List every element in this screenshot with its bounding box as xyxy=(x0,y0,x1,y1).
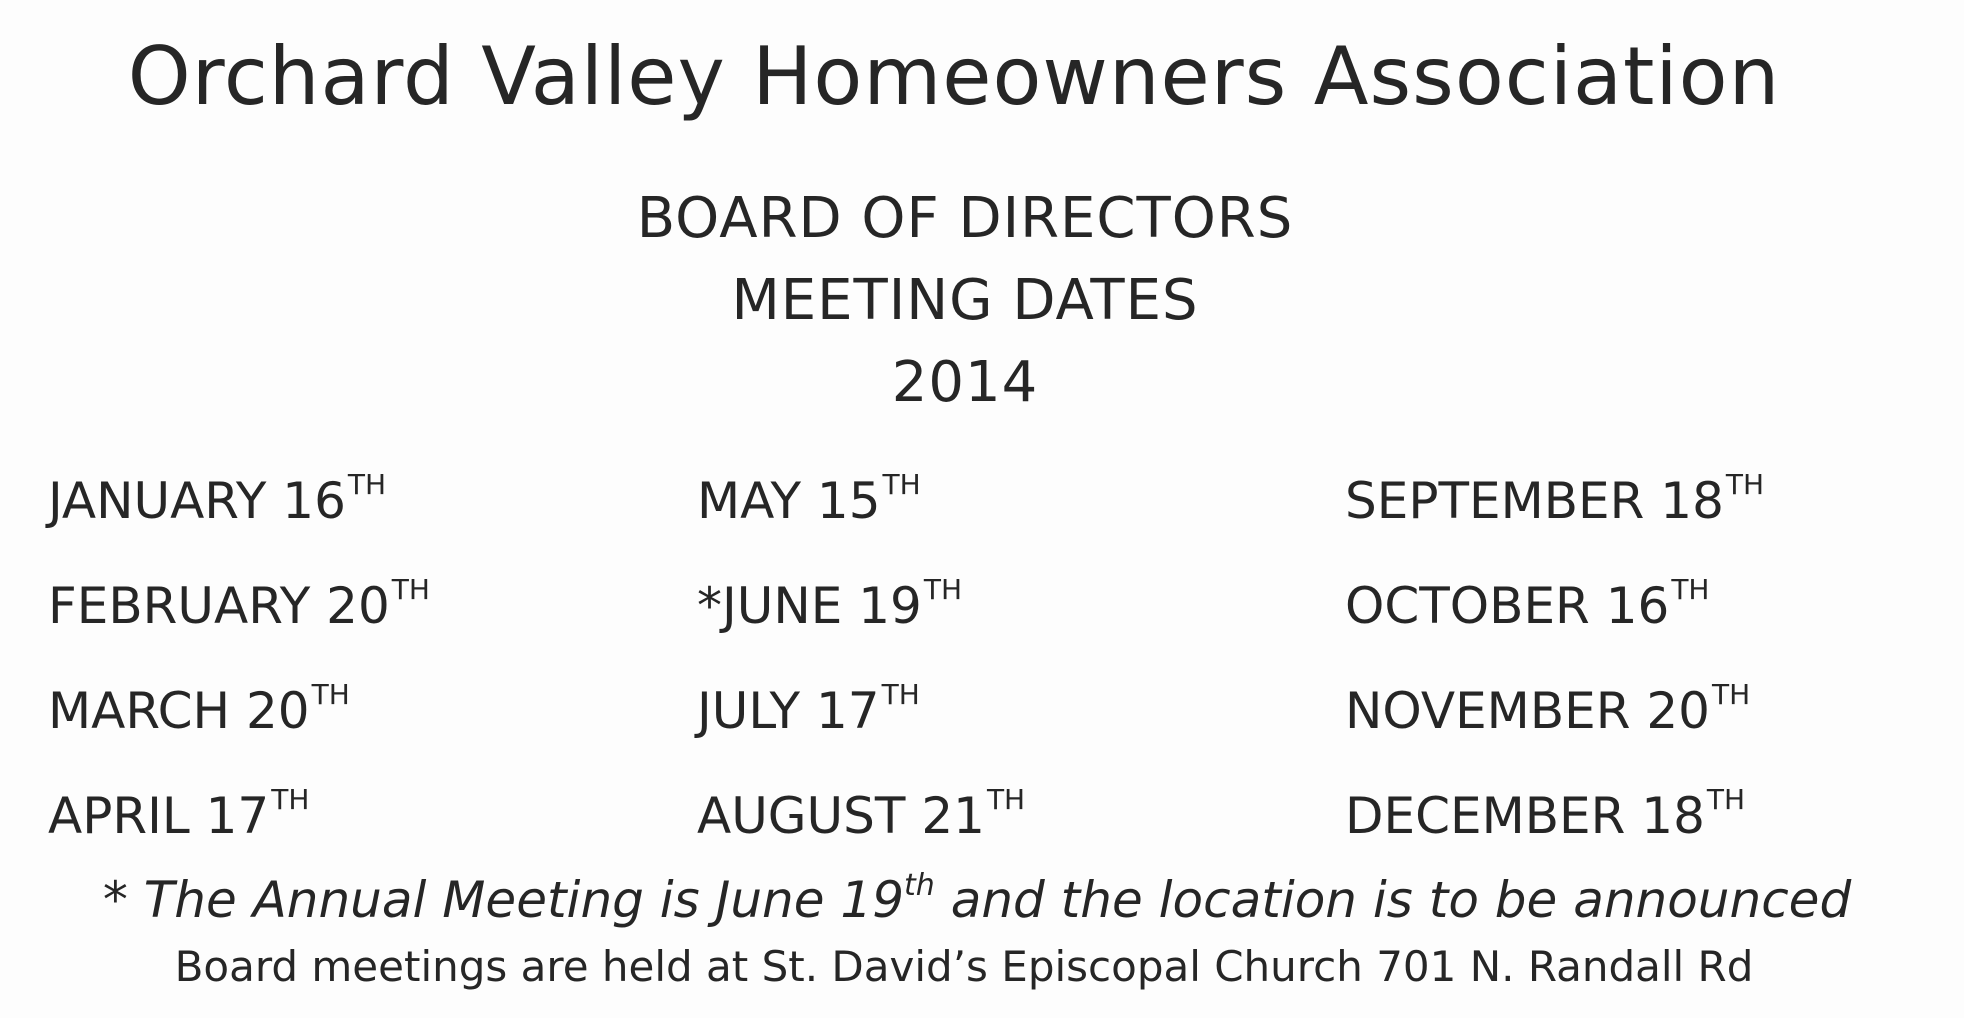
meeting-date-text: AUGUST 21 xyxy=(697,787,985,845)
meeting-date-suffix: TH xyxy=(1725,468,1765,501)
meeting-date xyxy=(48,765,430,870)
subtitle-board-of-directors: BOARD OF DIRECTORS xyxy=(636,186,1294,251)
meeting-date-text: DECEMBER 18 xyxy=(1345,787,1705,845)
meeting-dates-grid xyxy=(0,450,1964,850)
meeting-date xyxy=(48,660,430,765)
annual-meeting-note-suffix: th xyxy=(904,868,935,903)
meeting-date xyxy=(1345,450,1764,555)
meeting-date xyxy=(48,555,430,660)
meeting-date-text: SEPTEMBER 18 xyxy=(1345,472,1724,530)
meeting-date-text: *JUNE 19 xyxy=(697,577,922,635)
meeting-date-text: MAY 15 xyxy=(697,472,881,530)
meeting-date-suffix: TH xyxy=(881,678,920,711)
dates-column-2 xyxy=(697,450,1025,870)
meeting-date xyxy=(697,660,1025,765)
meeting-date-suffix: TH xyxy=(1671,573,1710,606)
dates-column-3 xyxy=(1345,450,1764,870)
meeting-date xyxy=(697,555,1025,660)
meeting-date-text: JANUARY 16 xyxy=(48,472,346,530)
annual-meeting-note xyxy=(0,868,1959,929)
meeting-date-text: APRIL 17 xyxy=(48,787,270,845)
meeting-date-suffix: TH xyxy=(882,468,921,501)
meeting-date-suffix: TH xyxy=(391,573,430,606)
subtitle-year: 2014 xyxy=(891,350,1039,415)
meeting-date xyxy=(1345,765,1764,870)
subtitle-block xyxy=(0,178,1947,424)
annual-meeting-note-start: * The Annual Meeting is June 19 xyxy=(102,871,905,929)
organization-title: Orchard Valley Homeowners Association xyxy=(127,30,1781,123)
meeting-date xyxy=(697,450,1025,555)
meeting-date-text: MARCH 20 xyxy=(48,682,310,740)
meeting-date-text: FEBRUARY 20 xyxy=(48,577,390,635)
subtitle-meeting-dates: MEETING DATES xyxy=(731,268,1199,333)
meeting-location: Board meetings are held at St. David’s Episcopal Church 701 N. Randall Rd xyxy=(174,942,1754,991)
meeting-date-suffix: TH xyxy=(923,573,963,606)
meeting-date-suffix: TH xyxy=(1706,783,1746,816)
meeting-date-suffix: TH xyxy=(347,468,387,501)
meeting-date-suffix: TH xyxy=(986,783,1026,816)
meeting-date xyxy=(697,765,1025,870)
meeting-date xyxy=(48,450,430,555)
meeting-date-suffix: TH xyxy=(1711,678,1751,711)
meeting-date-text: OCTOBER 16 xyxy=(1345,577,1670,635)
meeting-date xyxy=(1345,660,1764,765)
annual-meeting-note-end: and the location is to be announced xyxy=(934,871,1852,929)
meeting-date xyxy=(1345,555,1764,660)
dates-column-1 xyxy=(48,450,430,870)
meeting-date-text: NOVEMBER 20 xyxy=(1345,682,1710,740)
meeting-date-text: JULY 17 xyxy=(697,682,880,740)
meeting-date-suffix: TH xyxy=(271,783,310,816)
meeting-date-suffix: TH xyxy=(311,678,350,711)
